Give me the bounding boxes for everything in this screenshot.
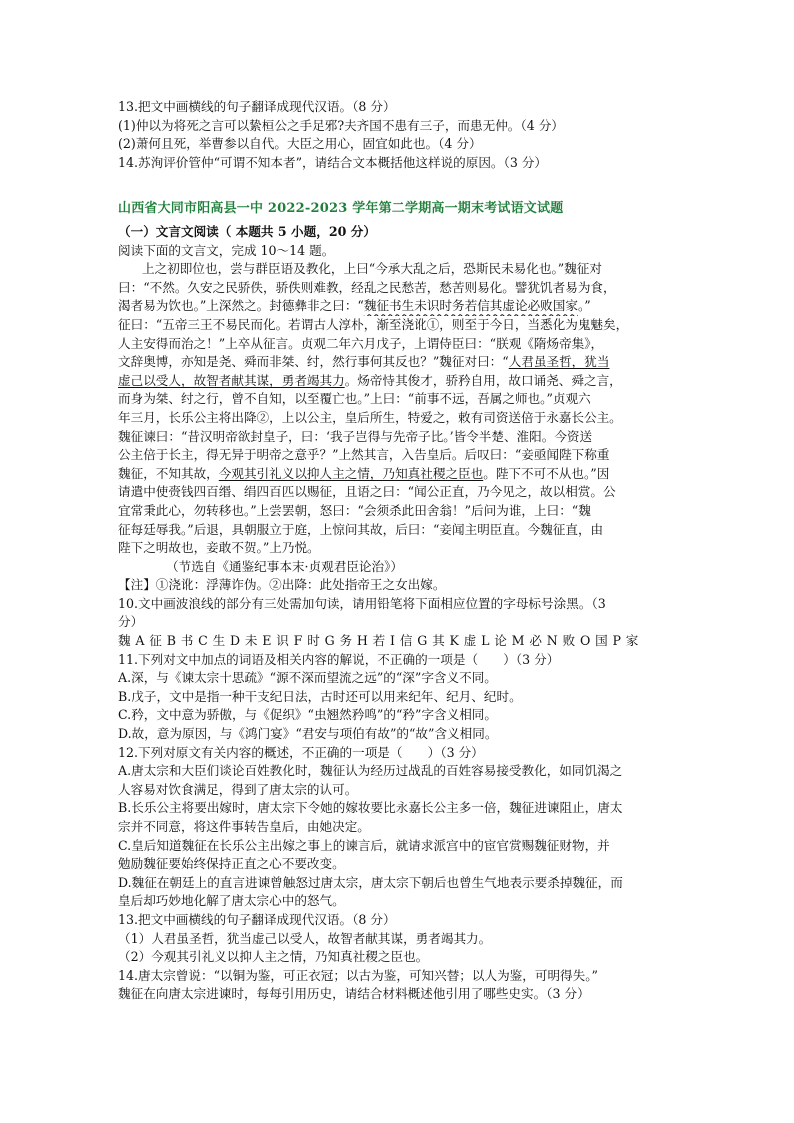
passage-text: 文辞奥博，亦知是尧、舜而非桀、纣，然行事何其反也？”魏征对曰：“ — [118, 354, 509, 370]
question-12-option-b: B.长乐公主将要出嫁时，唐太宗下令她的嫁妆要比永嘉长公主多一倍，魏征进谏阻止，唐太 — [118, 800, 623, 816]
question-13-1-previous: (1)仲以为将死之言可以絷桓公之手足邪?夫齐国不患有三子，而患无仲。（4 分） — [118, 117, 564, 133]
question-12-option-a-cont: 人容易对饮食满足，得到了唐太宗的认可。 — [118, 781, 358, 797]
passage-line: 上之初即位也，尝与群臣语及教化，上曰“今承大乱之后，恐斯民未易化也。”魏征对 — [142, 261, 602, 277]
passage-line — [118, 465, 684, 484]
passage — [118, 260, 684, 576]
passage-line: 曰：“不然。久安之民骄佚，骄佚则难教，经乱之民愁苦，愁苦则易化。譬犹饥者易为食， — [118, 279, 616, 295]
previous-questions — [118, 98, 684, 172]
question-13-previous: 13.把文中画横线的句子翻译成现代汉语。（8 分） — [118, 99, 396, 114]
passage-line: 而身为桀、纣之行，曾不自知，以至覆亡也。”上曰：“前事不远，吾属之师也。”贞观六 — [118, 391, 591, 407]
passage-text: 。陛下不可不从也。”因 — [483, 465, 610, 481]
passage-line — [118, 353, 684, 372]
main-content — [118, 223, 684, 1004]
passage-line: 魏征谏曰：“昔汉明帝欲封皇子，曰：‘我子岂得与先帝子比。’皆令半楚、淮阳。今资送 — [118, 428, 593, 444]
passage-source: （节选自《通鉴纪事本末·贞观君臣论治》） — [166, 558, 403, 574]
question-14-cont: 魏征在向唐太宗进谏时，每每引用历史，请结合材料概述他引用了哪些史实。（3 分） — [118, 986, 590, 1002]
underlined-sentence-2: 今观其引礼义以抑人主之情，乃知真社稷之臣也 — [218, 465, 484, 481]
question-10-cont: 分） — [118, 614, 144, 630]
annotation-note: 【注】①浇讹：浮薄诈伪。②出降：此处指帝王之女出嫁。 — [118, 577, 446, 593]
wavy-underlined-sentence: 魏征书生未识时务若信其虚论必败国家 — [363, 298, 578, 314]
question-12-option-d: D.魏征在朝廷上的直言进谏曾触怒过唐太宗，唐太宗下朝后也曾生气地表示要杀掉魏征，而 — [118, 874, 623, 890]
passage-text: 渴者易为饮也。”上深然之。封德彝非之曰：“ — [118, 298, 364, 314]
passage-text: 魏征，不知其故， — [118, 465, 219, 481]
question-13-sentence-1: （1）人君虽圣哲，犹当虚己以受人，故智者献其谋，勇者竭其力。 — [118, 930, 492, 946]
question-13: 13.把文中画横线的句子翻译成现代汉语。（8 分） — [118, 911, 396, 927]
instruction: 阅读下面的文言文，完成 10～14 题。 — [118, 242, 335, 258]
question-13-2-previous: (2)萧何且死，举曹参以自代。大臣之用心，固宜如此也。（4 分） — [118, 136, 482, 152]
question-12-option-c: C.皇后知道魏征在长乐公主出嫁之事上的谏言后，就请求派宫中的宦官赏赐魏征财物，并 — [118, 837, 610, 853]
question-10: 10.文中画波浪线的部分有三处需加句读，请用铅笔将下面相应位置的字母标号涂黑。（3 — [118, 595, 606, 611]
question-10-choices: 魏 A 征 B 书 C 生 D 未 E 识 F 时 G 务 H 若 I 信 G 其 K 虚 L 论 M 必 N 败 O 国 P 家 — [118, 633, 639, 649]
question-12-option-d-cont: 皇后却巧妙地化解了唐太宗心中的怒气。 — [118, 893, 345, 909]
underlined-sentence-1: 人君虽圣哲，犹当 — [508, 354, 610, 370]
exam-title: 山西省大同市阳高县一中 2022-2023 学年第二学期高一期末考试语文试题 — [118, 201, 564, 216]
question-14-previous: 14.苏洵评价管仲“可谓不知本者”，请结合文本概括他这样说的原因。（3 分） — [118, 154, 548, 170]
question-12-option-a: A.唐太宗和大臣们谈论百姓教化时，魏征认为经历过战乱的百姓容易接受教化，如同饥渴之 — [118, 763, 623, 779]
passage-line — [118, 297, 684, 316]
section-heading: （一）文言文阅读（ 本题共 5 小题，20 分） — [118, 224, 376, 239]
passage-line: 陛下之明故也，妾敢不贺。”上乃悦。 — [118, 540, 320, 556]
passage-line: 公主倍于长主，得无异于明帝之意乎？”上然其言，入告皇后。后叹曰：“妾亟闻陛下称重 — [118, 447, 610, 463]
question-12-option-c-cont: 勉励魏征要始终保持正直之心不要改变。 — [118, 856, 345, 872]
passage-line: 请遣中使赍钱四百缗、绢四百匹以赐征，且语之曰：“闻公正直，乃今见之，故以相赏。公 — [118, 484, 616, 500]
passage-line: 征每廷辱我。”后退，具朝服立于庭，上惊问其故，后曰：“妾闻主明臣直。今魏征直，由 — [118, 521, 604, 537]
question-13-sentence-2: （2）今观其引礼义以抑人主之情，乃知真社稷之臣也。 — [118, 949, 429, 965]
question-11-option-d: D.故，意为原因，与《鸿门宴》“君安与项伯有故”的“故”含义相同。 — [118, 726, 498, 742]
question-14: 14.唐太宗曾说：“以铜为鉴，可正衣冠；以古为鉴，可知兴替；以人为鉴，可明得失。” — [118, 967, 598, 983]
passage-line — [118, 372, 684, 391]
question-11-option-b: B.戊子，文中是指一种干支纪日法，古时还可以用来纪年、纪月、纪时。 — [118, 688, 522, 704]
passage-text: 。炀帝恃其俊才，骄矜自用，故口诵尧、舜之言， — [344, 372, 622, 388]
passage-text: 。” — [577, 298, 591, 314]
passage-line: 人主安得而治之！”上卒从征言。贞观二年六月戊子，上谓侍臣曰：“朕观《隋炀帝集》， — [118, 335, 604, 351]
passage-line: 宜常秉此心，勿转移也。”上尝罢朝，怒曰：“会须杀此田舍翁！”后问为谁，上曰：“魏 — [118, 502, 591, 518]
question-11-option-c: C.矜，文中意为骄傲，与《促织》“虫翘然矜鸣”的“矜”字含义相同。 — [118, 707, 497, 723]
passage-line: 征曰：“五帝三王不易民而化。若谓古人淳朴，渐至浇讹①，则至于今日，当悉化为鬼魅矣， — [118, 316, 629, 332]
question-11: 11.下列对文中加点的词语及相关内容的解说，不正确的一项是（ ）（3 分） — [118, 651, 560, 667]
passage-line: 年三月，长乐公主将出降②，上以公主，皇后所生，特爱之，敕有司资送倍于永嘉长公主。 — [118, 409, 622, 425]
underlined-sentence-1-cont: 虚己以受人，故智者献其谋，勇者竭其力 — [118, 372, 345, 388]
question-12-option-b-cont: 宗并不同意，将这件事转告皇后，由她决定。 — [118, 819, 370, 834]
question-12: 12.下列对原文有关内容的概述，不正确的一项是（ ）（3 分） — [118, 744, 484, 760]
question-11-option-a: A.深，与《谏太宗十思疏》“源不深而望流之远”的“深”字含义不同。 — [118, 670, 497, 686]
